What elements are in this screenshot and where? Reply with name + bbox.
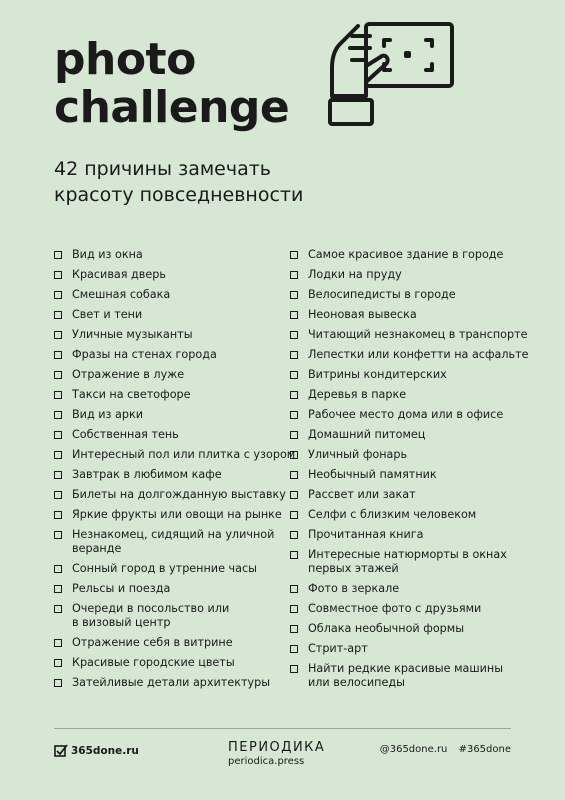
checkbox[interactable] — [290, 605, 298, 613]
checklist-item-label: Собственная тень — [72, 428, 179, 441]
checklist-item[interactable] — [54, 488, 304, 502]
footer — [54, 740, 511, 780]
checklist-item-label: Селфи с близким человеком — [308, 508, 477, 521]
checkbox[interactable] — [290, 411, 298, 419]
checkbox[interactable] — [54, 351, 62, 359]
checklist-item[interactable] — [290, 248, 540, 262]
checklist-item[interactable] — [290, 348, 540, 362]
checklist-item[interactable] — [54, 388, 304, 402]
checklist-item[interactable] — [290, 508, 540, 522]
checkbox[interactable] — [54, 511, 62, 519]
checklist-item[interactable] — [290, 328, 540, 342]
checkbox[interactable] — [290, 391, 298, 399]
checkbox[interactable] — [290, 511, 298, 519]
checklist-item-label: Домашний питомец — [308, 428, 426, 441]
footer-social — [372, 744, 511, 755]
checklist-item-label: Стрит-арт — [308, 642, 368, 655]
checklist-item-label: Сонный город в утренние часы — [72, 562, 257, 575]
checklist-item[interactable] — [290, 428, 540, 442]
checklist-item-label: Витрины кондитерских — [308, 368, 447, 381]
checklist-item-label: Рабочее место дома или в офисе — [308, 408, 504, 421]
checklist-item[interactable] — [54, 288, 304, 302]
checklist-item-label: Лодки на пруду — [308, 268, 402, 281]
checkbox[interactable] — [54, 451, 62, 459]
checkbox[interactable] — [54, 471, 62, 479]
checklist-item-label: Прочитанная книга — [308, 528, 424, 541]
checkbox[interactable] — [290, 331, 298, 339]
checklist-item[interactable] — [290, 448, 540, 462]
checklist-item[interactable] — [290, 408, 540, 422]
checkbox[interactable] — [290, 271, 298, 279]
checklist-item-label: Затейливые детали архитектуры — [72, 676, 271, 689]
checklist-item-label: Свет и тени — [72, 308, 143, 321]
checklist-item-label: Такси на светофоре — [72, 388, 191, 401]
checklist-item-label: Уличный фонарь — [308, 448, 408, 461]
checkbox[interactable] — [290, 371, 298, 379]
subtitle-line-2: красоту повседневности — [54, 184, 304, 206]
title-line-2: challenge — [54, 82, 290, 133]
checklist-item[interactable] — [54, 368, 304, 382]
checkbox[interactable] — [290, 251, 298, 259]
checklist-right-column — [290, 248, 540, 696]
checkbox[interactable] — [54, 585, 62, 593]
checklist-item-label: Отражение в луже — [72, 368, 185, 381]
checklist-item-label: Фото в зеркале — [308, 582, 400, 595]
checkbox[interactable] — [54, 679, 62, 687]
checkbox[interactable] — [54, 371, 62, 379]
checkbox[interactable] — [290, 625, 298, 633]
checklist-item[interactable] — [290, 488, 540, 502]
checklist-item-label: Велосипедисты в городе — [308, 288, 456, 301]
checkbox[interactable] — [54, 331, 62, 339]
checkbox[interactable] — [54, 565, 62, 573]
checkbox[interactable] — [290, 351, 298, 359]
footer-logo-365done[interactable] — [54, 744, 139, 758]
checklist-item[interactable] — [290, 642, 540, 656]
periodica-site: periodica.press — [228, 756, 305, 767]
social-hashtag[interactable]: #365done — [458, 744, 511, 755]
title-line-1: photo — [54, 34, 196, 85]
checklist-item-label: Рельсы и поезда — [72, 582, 171, 595]
checklist-item[interactable] — [290, 288, 540, 302]
checklist-item[interactable] — [54, 528, 304, 556]
checklist-item-label: Найти редкие красивые машины или велосипеды — [308, 662, 504, 689]
checkbox[interactable] — [54, 659, 62, 667]
footer-divider — [54, 728, 511, 729]
subtitle-line-1: 42 причины замечать — [54, 158, 271, 180]
checklist-item[interactable] — [54, 468, 304, 482]
checklist-item-label: Неоновая вывеска — [308, 308, 417, 321]
checklist-item[interactable] — [290, 622, 540, 636]
checklist-item-label: Фразы на стенах города — [72, 348, 217, 361]
checklist-item[interactable] — [54, 328, 304, 342]
checklist-item[interactable] — [54, 428, 304, 442]
checklist-item[interactable] — [290, 582, 540, 596]
checklist-item-label: Вид из арки — [72, 408, 143, 421]
checklist-item-label: Незнакомец, сидящий на уличной веранде — [72, 528, 275, 555]
checkbox[interactable] — [290, 471, 298, 479]
checklist-item[interactable] — [54, 636, 304, 650]
checklist-item-label: Завтрак в любимом кафе — [72, 468, 222, 481]
checklist-item-label: Деревья в парке — [308, 388, 407, 401]
checklist-item-label: Отражение себя в витрине — [72, 636, 233, 649]
footer-logo-text: 365done.ru — [71, 745, 139, 757]
checkbox[interactable] — [290, 645, 298, 653]
checklist-item-label: Интересные натюрморты в окнах первых этажей — [308, 548, 507, 575]
checkbox[interactable] — [54, 291, 62, 299]
checkbox[interactable] — [54, 391, 62, 399]
checkbox-check-icon — [54, 744, 68, 758]
social-handle[interactable]: @365done.ru — [379, 744, 448, 755]
checklist-item-label: Самое красивое здание в городе — [308, 248, 504, 261]
checklist-item-label: Рассвет или закат — [308, 488, 416, 501]
checkbox[interactable] — [290, 431, 298, 439]
checkbox[interactable] — [54, 311, 62, 319]
checkbox[interactable] — [290, 311, 298, 319]
checkbox[interactable] — [54, 639, 62, 647]
checklist-item[interactable] — [290, 602, 540, 616]
checklist-item[interactable] — [290, 528, 540, 542]
checklist-item[interactable] — [54, 348, 304, 362]
checklist-item[interactable] — [290, 662, 540, 690]
checkbox[interactable] — [290, 665, 298, 673]
checklist-item-label: Очереди в посольство или в визовый центр — [72, 602, 230, 629]
checklist-item[interactable] — [54, 562, 304, 576]
checkbox[interactable] — [290, 491, 298, 499]
checklist-item-label: Необычный памятник — [308, 468, 437, 481]
checklist-item[interactable] — [54, 448, 304, 462]
checklist-item-label: Облака необычной формы — [308, 622, 465, 635]
footer-periodica[interactable] — [228, 740, 325, 767]
checkbox[interactable] — [290, 451, 298, 459]
checklist-item[interactable] — [54, 676, 304, 690]
checklist-item[interactable] — [54, 656, 304, 670]
checklist-item[interactable] — [290, 368, 540, 382]
checklist-item[interactable] — [54, 582, 304, 596]
checkbox[interactable] — [54, 491, 62, 499]
checklist-left-column — [54, 248, 304, 696]
checklist-item[interactable] — [54, 268, 304, 282]
checkbox[interactable] — [54, 251, 62, 259]
checkbox[interactable] — [54, 431, 62, 439]
checkbox[interactable] — [290, 291, 298, 299]
checkbox[interactable] — [290, 551, 298, 559]
checklist-item[interactable] — [290, 388, 540, 402]
checklist-item-label: Билеты на долгожданную выставку — [72, 488, 286, 501]
checklist-item-label: Лепестки или конфетти на асфальте — [308, 348, 529, 361]
hand-holding-phone-camera-icon — [328, 18, 458, 130]
checkbox[interactable] — [290, 531, 298, 539]
checkbox[interactable] — [54, 605, 62, 613]
checklist-item-label: Интересный пол или плитка с узором — [72, 448, 296, 461]
checkbox[interactable] — [54, 271, 62, 279]
checklist-item-label: Читающий незнакомец в транспорте — [308, 328, 528, 341]
checklist-item[interactable] — [54, 508, 304, 522]
checklist-item-label: Уличные музыканты — [72, 328, 193, 341]
checklist-item-label: Смешная собака — [72, 288, 171, 301]
subtitle — [54, 156, 303, 208]
checklist-item[interactable] — [54, 602, 304, 630]
page-title — [54, 36, 289, 132]
checklist-item[interactable] — [54, 408, 304, 422]
checklist-item[interactable] — [54, 248, 304, 262]
periodica-brand: ПЕРИОДИКА — [228, 740, 326, 755]
checklist-item-label: Яркие фрукты или овощи на рынке — [72, 508, 282, 521]
checkbox[interactable] — [290, 585, 298, 593]
checkbox[interactable] — [54, 531, 62, 539]
checklist-item-label: Красивые городские цветы — [72, 656, 235, 669]
checklist-item-label: Вид из окна — [72, 248, 143, 261]
checkbox[interactable] — [54, 411, 62, 419]
checklist-item-label: Красивая дверь — [72, 268, 166, 281]
checklist-item[interactable] — [290, 268, 540, 282]
checklist-item[interactable] — [290, 468, 540, 482]
checklist-item[interactable] — [54, 308, 304, 322]
checklist-item[interactable] — [290, 548, 540, 576]
checklist-item-label: Совместное фото с друзьями — [308, 602, 482, 615]
checklist-item[interactable] — [290, 308, 540, 322]
